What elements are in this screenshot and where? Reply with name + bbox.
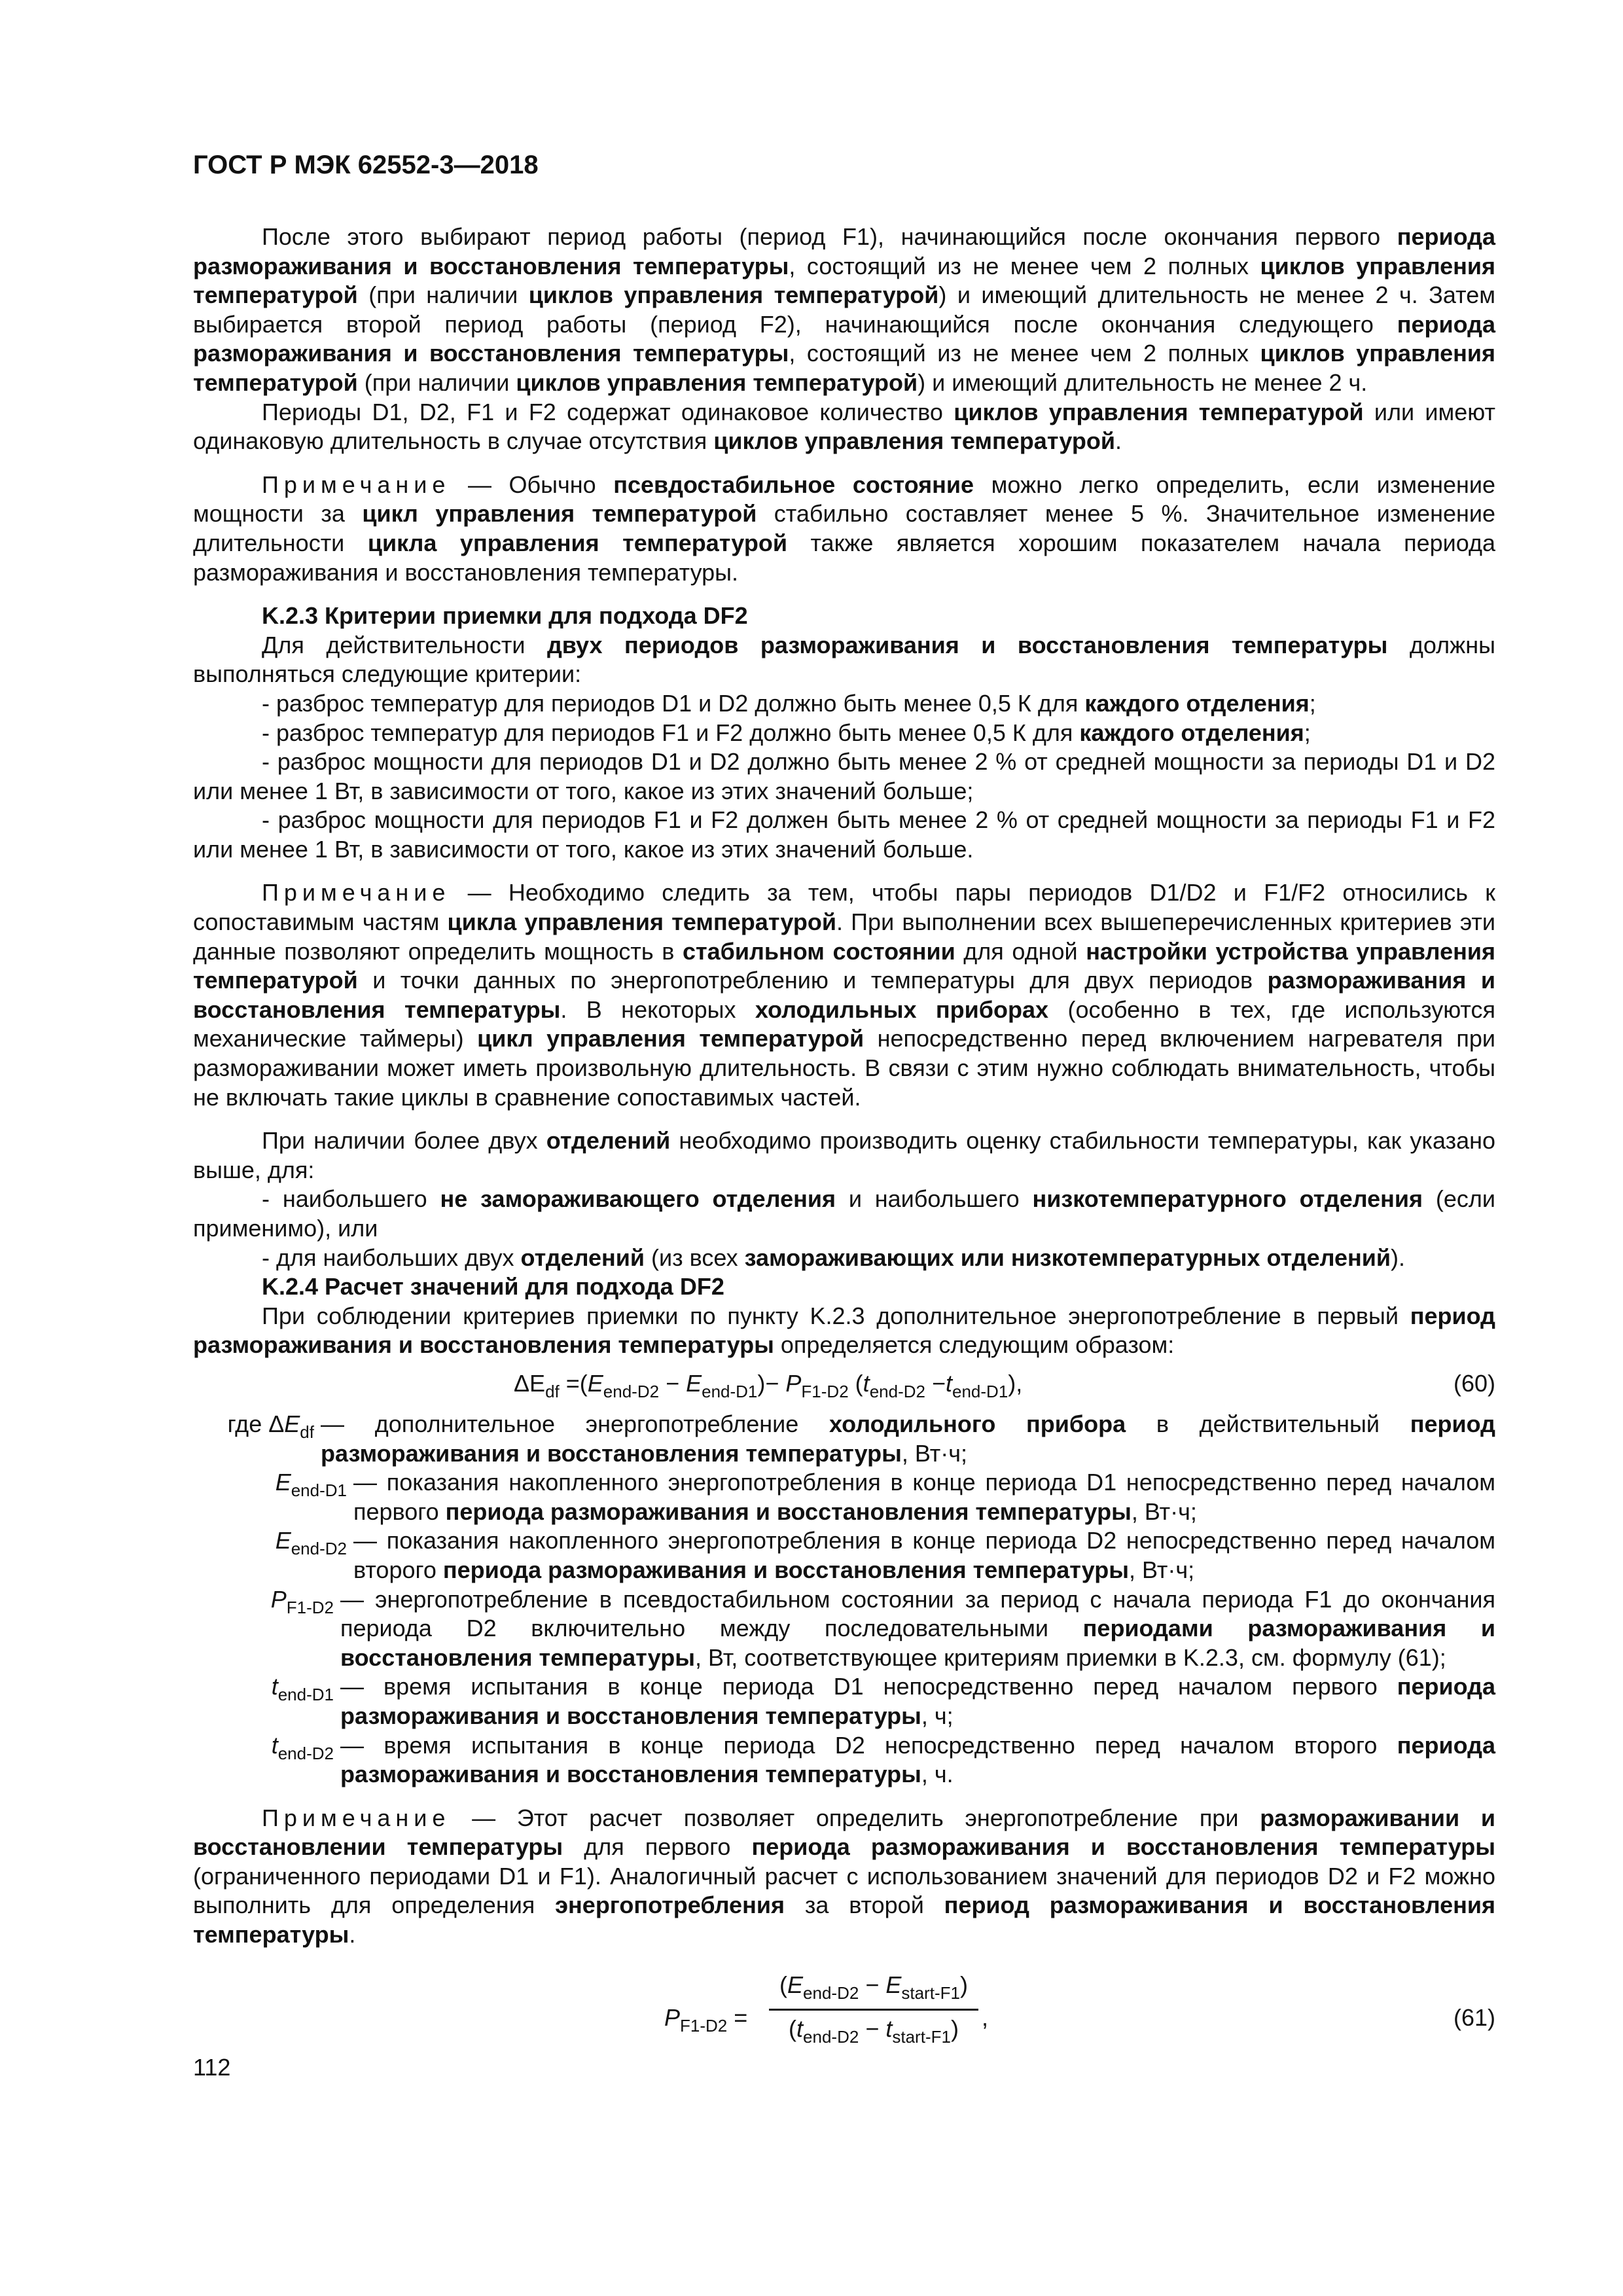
variable-row: $E_{end-D2}$ — показания накопленного энергопотребления в конце периода D2 непосредственно перед началом второго периода размораживания и восстановления температуры, Вт·ч;: [275, 1527, 1495, 1583]
equation-60: [193, 1367, 1495, 1405]
note-comparable-parts: Примечание — Необходимо следить за тем, чтобы пары периодов D1/D2 и F1/F2 относились к сопоставимым частям цикла управления температурой. При выполнении всех вышеперечисленных критериев эти данные позволяют определить мощность в стабильном состоянии для одной настройки устройства управления температурой и точки данных по энергопотреблению и температуры для двух периодов размораживания и восстановления температуры. В некоторых холодильных приборах (особенно в тех, где используются механические таймеры) цикл управления температурой непосредственно перед включением нагревателя при размораживании может иметь произвольную длительность. В связи с этим нужно соблюдать внимательность, чтобы не включать такие циклы в сравнение сопоставимых частей.: [193, 879, 1496, 1111]
fraction-bar: [769, 2009, 978, 2011]
variable-row: $P_{F1-D2}$ — энергопотребление в псевдостабильном состоянии за период с начала периода F1 до окончания периода D2 включительно между последовательными периодами размораживания и восстановления температуры, Вт, соответствующее критериям приемки в K.2.3, см. формулу (61);: [270, 1585, 1495, 1671]
note-calculation: Примечание — Этот расчет позволяет определить энергопотребление при размораживании и восстановлении температуры для первого периода размораживания и восстановления температуры (ограниченного периодами D1 и F1). Аналогичный расчет с использованием значений для периодов D2 и F2 можно выполнить для определения энергопотребления за второй период размораживания и восстановления температуры.: [193, 1804, 1496, 1948]
page-number: 112: [193, 2054, 231, 2081]
list-item: - разброс температур для периодов F1 и F2 должно быть менее 0,5 К для каждого отделения;: [262, 719, 1311, 746]
paragraph-period-f: После этого выбирают период работы (период F1), начинающийся после окончания первого периода размораживания и восстановления температуры, состоящий из не менее чем 2 полных циклов управления температурой (при наличии циклов управления температурой) и имеющий длительность не менее 2 ч. Затем выбирается второй период работы (период F2), начинающийся после окончания следующего периода размораживания и восстановления температуры, состоящий из не менее чем 2 полных циклов управления температурой (при наличии циклов управления температурой) и имеющий длительность не менее 2 ч.: [193, 223, 1495, 396]
equation-number: (60): [1453, 1369, 1495, 1397]
equation-61-lhs: $P_{F1-D2}$ =: [664, 2003, 748, 2036]
paragraph-more-compartments: При наличии более двух отделений необходимо производить оценку стабильности температуры, как указано выше, для:: [193, 1127, 1495, 1183]
variable-row: $t_{end-D1}$ — время испытания в конце периода D1 непосредственно перед началом первого периода размораживания и восстановления температуры, ч;: [271, 1673, 1495, 1729]
equation-61: $P_{F1-D2}$ = $(E_{end-D2} - E_{start-F1})$ $(t_{end-D2} - t_{start-F1})$ , (61): [193, 1971, 1495, 2069]
section-heading-k24: K.2.4 Расчет значений для подхода DF2: [262, 1273, 724, 1300]
list-item: - разброс мощности для периодов D1 и D2 должно быть менее 2 % от средней мощности за периоды D1 и D2 или менее 1 Вт, в зависимости от того, какое из этих значений больше;: [193, 748, 1495, 804]
equation-61-fraction: [769, 1971, 978, 2049]
paragraph-criteria-intro: Для действительности двух периодов размораживания и восстановления температуры должны выполняться следующие критерии:: [193, 631, 1495, 688]
list-item: - разброс температур для периодов D1 и D2 должно быть менее 0,5 К для каждого отделения;: [262, 689, 1316, 717]
variable-row: $t_{end-D2}$ — время испытания в конце периода D2 непосредственно перед началом второго периода размораживания и восстановления температуры, ч.: [271, 1731, 1495, 1788]
equation-number: (61): [1453, 2003, 1495, 2031]
paragraph-periods-equal: Периоды D1, D2, F1 и F2 содержат одинаковое количество циклов управления температурой или имеют одинаковую длительность в случае отсутствия циклов управления температурой.: [193, 398, 1495, 455]
variable-row: где $\Delta E_{df}$ — дополнительное энергопотребление холодильного прибора в действительный период размораживания и восстановления температуры, Вт·ч;: [227, 1410, 1495, 1467]
variable-row: $E_{end-D1}$ — показания накопленного энергопотребления в конце периода D1 непосредственно перед началом первого периода размораживания и восстановления температуры, Вт·ч;: [275, 1469, 1495, 1525]
list-item: - наибольшего не замораживающего отделения и наибольшего низкотемпературного отделения (если применимо), или: [193, 1185, 1495, 1242]
fraction-numerator: $(E_{end-D2} - E_{start-F1})$: [779, 1971, 968, 2003]
fraction-denominator: $(t_{end-D2} - t_{start-F1})$: [789, 2015, 959, 2047]
note-pseudostable: Примечание — Обычно псевдостабильное состояние можно легко определить, если изменение мощности за цикл управления температурой стабильно составляет менее 5 %. Значительное изменение длительности цикла управления температурой также является хорошим показателем начала периода размораживания и восстановления температуры.: [193, 471, 1495, 586]
list-item: - разброс мощности для периодов F1 и F2 должен быть менее 2 % от средней мощности за периоды F1 и F2 или менее 1 Вт, в зависимости от того, какое из этих значений больше.: [193, 806, 1495, 863]
variable-definitions: [193, 1410, 1495, 1789]
equation-60-formula: $\Delta E_{df} =(E_{end-D2} - E_{end-D1})- P_{F1-D2}$ $(t_{end-D2} -t_{end-D1})$,: [514, 1369, 1023, 1401]
section-heading-k23: K.2.3 Критерии приемки для подхода DF2: [262, 602, 748, 630]
document-header: ГОСТ Р МЭК 62552-3—2018: [193, 151, 539, 179]
list-item: - для наибольших двух отделений (из всех замораживающих или низкотемпературных отделений).: [262, 1244, 1406, 1271]
document-body: [193, 223, 1495, 2069]
paragraph-calc-intro: При соблюдении критериев приемки по пункту K.2.3 дополнительное энергопотребление в первый период размораживания и восстановления температуры определяется следующим образом:: [193, 1302, 1495, 1359]
